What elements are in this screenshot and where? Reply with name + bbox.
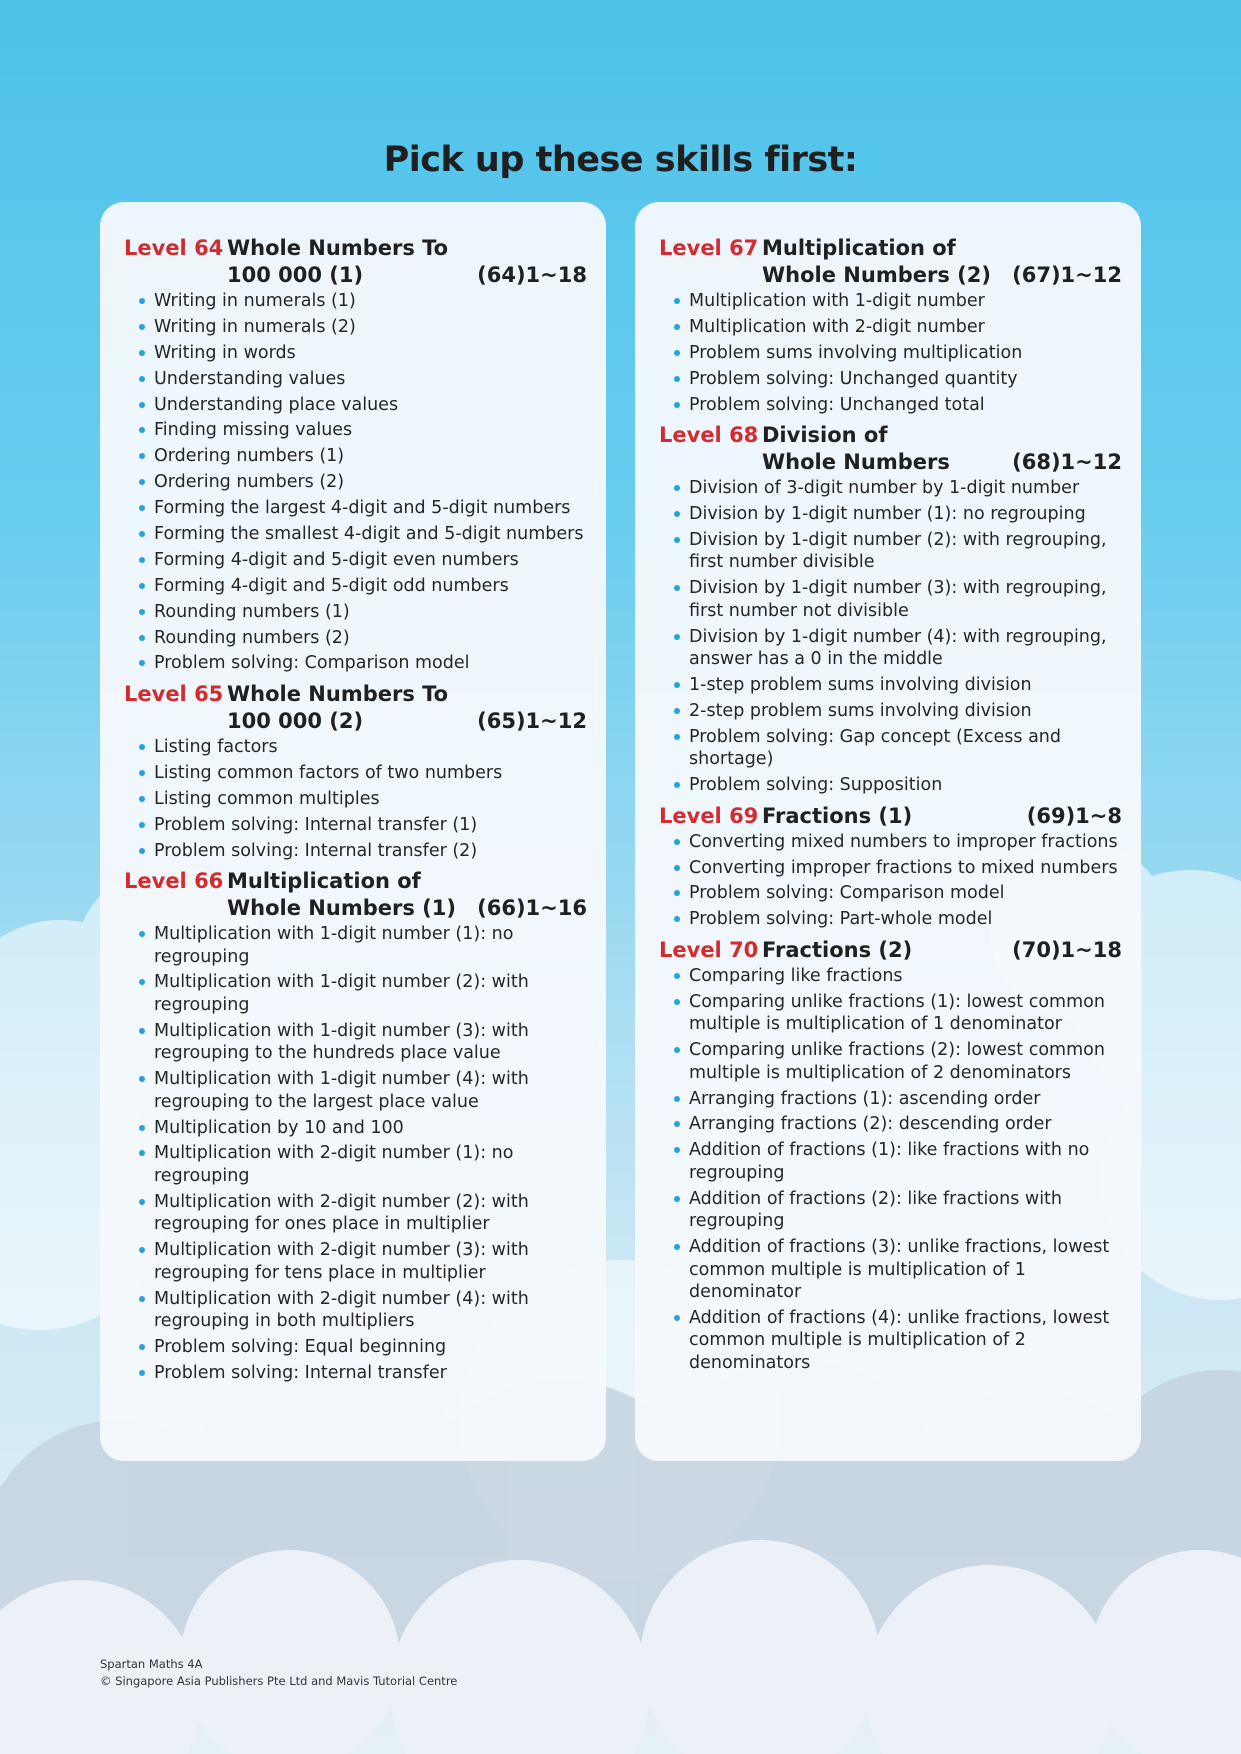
skill-item: Comparing unlike fractions (2): lowest common multiple is multiplication of 2 denominators (689, 1039, 1141, 1084)
skill-item: Finding missing values (154, 419, 606, 442)
level-block (659, 422, 1141, 797)
skill-item: Problem solving: Internal transfer (1) (154, 814, 606, 837)
level-heading (124, 681, 606, 735)
skill-item: Multiplication with 1-digit number (4): with regrouping to the largest place value (154, 1068, 606, 1113)
skill-item: Problem solving: Internal transfer (2) (154, 840, 606, 863)
skill-item: Problem solving: Comparison model (154, 652, 606, 675)
level-title-line (762, 803, 1122, 830)
level-title-text: Whole Numbers To (227, 236, 449, 260)
skill-item: Multiplication with 2-digit number (689, 316, 1141, 339)
level-title (762, 803, 1141, 830)
skill-item: Problem solving: Equal beginning (154, 1336, 606, 1359)
level-number: Level 66 (124, 869, 224, 894)
skill-item: Multiplication with 1-digit number (689, 290, 1141, 313)
level-title (227, 235, 606, 289)
skill-item: Converting improper fractions to mixed numbers (689, 857, 1141, 880)
level-title-text: Fractions (1) (762, 803, 913, 828)
level-page-range: (65)1~12 (477, 708, 587, 733)
footer (100, 1656, 457, 1690)
skill-list (124, 290, 606, 675)
skill-item: Problem solving: Comparison model (689, 882, 1141, 905)
skill-item: 1-step problem sums involving division (689, 674, 1141, 697)
level-number: Level 64 (124, 236, 224, 260)
skill-item: Listing common multiples (154, 788, 606, 811)
level-number: Level 70 (659, 937, 759, 962)
skill-list (659, 290, 1141, 416)
skill-item: Writing in numerals (2) (154, 316, 606, 339)
level-block (124, 235, 606, 675)
level-page-range: (64)1~18 (477, 263, 587, 287)
skill-item: 2-step problem sums involving division (689, 700, 1141, 723)
level-title-line (762, 449, 1122, 476)
level-heading (659, 235, 1141, 289)
skill-item: Forming the smallest 4-digit and 5-digit numbers (154, 523, 606, 546)
level-heading (659, 422, 1141, 476)
skill-item: Forming 4-digit and 5-digit even numbers (154, 549, 606, 572)
skill-item: Understanding place values (154, 394, 606, 417)
skill-item: Problem solving: Gap concept (Excess and shortage) (689, 726, 1141, 771)
skill-item: Division by 1-digit number (4): with regrouping, answer has a 0 in the middle (689, 626, 1141, 671)
skill-item: Problem solving: Unchanged quantity (689, 368, 1141, 391)
skill-item: Arranging fractions (2): descending order (689, 1113, 1141, 1136)
level-title (227, 868, 606, 922)
right-skills-panel (635, 202, 1141, 1461)
level-title-text: Whole Numbers (2) (762, 263, 991, 287)
level-block (124, 868, 606, 1384)
level-title-text: Multiplication of (762, 236, 956, 260)
skill-item: Forming the largest 4-digit and 5-digit numbers (154, 497, 606, 520)
level-title-text: 100 000 (1) (227, 263, 364, 287)
level-block (659, 235, 1141, 416)
footer-book-title: Spartan Maths 4A (100, 1657, 203, 1671)
skill-item: Comparing like fractions (689, 965, 1141, 988)
level-number: Level 65 (124, 681, 224, 706)
skill-item: Addition of fractions (2): like fractions with regrouping (689, 1188, 1141, 1233)
skill-item: Ordering numbers (2) (154, 471, 606, 494)
level-title (762, 422, 1141, 476)
skill-item: Problem solving: Supposition (689, 774, 1141, 797)
level-title-line (227, 895, 587, 922)
level-page-range: (68)1~12 (1012, 450, 1122, 475)
skill-item: Problem solving: Unchanged total (689, 394, 1141, 417)
skill-item: Writing in numerals (1) (154, 290, 606, 313)
level-title-text: Multiplication of (227, 869, 421, 894)
skill-item: Problem solving: Part-whole model (689, 908, 1141, 931)
level-page-range: (67)1~12 (1012, 263, 1122, 287)
level-title-line (227, 868, 587, 895)
level-heading (124, 868, 606, 922)
level-title-text: 100 000 (2) (227, 708, 364, 733)
skill-list (124, 736, 606, 862)
level-page-range: (70)1~18 (1012, 937, 1122, 962)
skill-item: Comparing unlike fractions (1): lowest common multiple is multiplication of 1 denominator (689, 991, 1141, 1036)
skill-item: Forming 4-digit and 5-digit odd numbers (154, 575, 606, 598)
level-page-range: (66)1~16 (477, 896, 587, 921)
skill-list (659, 831, 1141, 931)
level-title-line (762, 422, 1122, 449)
skill-list (659, 477, 1141, 797)
level-heading (659, 937, 1141, 964)
skill-item: Multiplication with 2-digit number (1): no regrouping (154, 1142, 606, 1187)
level-title-text: Whole Numbers To (227, 681, 449, 706)
skill-item: Division by 1-digit number (1): no regrouping (689, 503, 1141, 526)
level-title-line (762, 937, 1122, 964)
skill-item: Rounding numbers (1) (154, 601, 606, 624)
level-number: Level 67 (659, 236, 759, 260)
skill-list (659, 965, 1141, 1375)
skill-item: Division by 1-digit number (3): with regrouping, first number not divisible (689, 577, 1141, 622)
level-title-line (227, 708, 587, 735)
skill-item: Rounding numbers (2) (154, 627, 606, 650)
skill-item: Multiplication with 2-digit number (4): with regrouping in both multipliers (154, 1288, 606, 1333)
skill-item: Multiplication with 1-digit number (1): no regrouping (154, 923, 606, 968)
level-title-text: Whole Numbers (762, 450, 950, 475)
skill-item: Converting mixed numbers to improper fractions (689, 831, 1141, 854)
skill-item: Multiplication with 1-digit number (3): with regrouping to the hundreds place value (154, 1020, 606, 1065)
skill-list (124, 923, 606, 1384)
level-block (659, 937, 1141, 1375)
level-title-text: Division of (762, 423, 888, 448)
level-title (227, 681, 606, 735)
skill-item: Addition of fractions (4): unlike fractions, lowest common multiple is multiplication of 2 denominators (689, 1307, 1141, 1375)
level-block (124, 681, 606, 862)
level-number: Level 69 (659, 803, 759, 828)
skill-item: Ordering numbers (1) (154, 445, 606, 468)
skill-item: Problem solving: Internal transfer (154, 1362, 606, 1385)
skill-item: Addition of fractions (1): like fractions with no regrouping (689, 1139, 1141, 1184)
level-block (659, 803, 1141, 931)
page-title: Pick up these skills first: (383, 140, 858, 180)
skill-item: Division of 3-digit number by 1-digit number (689, 477, 1141, 500)
level-number: Level 68 (659, 423, 759, 448)
skill-item: Arranging fractions (1): ascending order (689, 1088, 1141, 1111)
level-title-text: Fractions (2) (762, 937, 913, 962)
level-title-line (227, 681, 587, 708)
skill-item: Addition of fractions (3): unlike fractions, lowest common multiple is multiplication of 1 denominator (689, 1236, 1141, 1304)
level-title-text: Whole Numbers (1) (227, 896, 456, 921)
footer-copyright: © Singapore Asia Publishers Pte Ltd and Mavis Tutorial Centre (100, 1674, 458, 1688)
level-title-line (762, 235, 1122, 262)
level-title-line (762, 262, 1122, 289)
skill-item: Listing common factors of two numbers (154, 762, 606, 785)
skill-item: Listing factors (154, 736, 606, 759)
level-heading (659, 803, 1141, 830)
left-skills-panel (100, 202, 606, 1461)
level-title (762, 937, 1141, 964)
level-page-range: (69)1~8 (1026, 803, 1122, 828)
skill-item: Division by 1-digit number (2): with regrouping, first number divisible (689, 529, 1141, 574)
skill-item: Multiplication with 2-digit number (2): with regrouping for ones place in multiplier (154, 1191, 606, 1236)
level-title (762, 235, 1141, 289)
level-heading (124, 235, 606, 289)
skill-item: Multiplication with 1-digit number (2): with regrouping (154, 971, 606, 1016)
level-title-line (227, 262, 587, 289)
skill-item: Multiplication by 10 and 100 (154, 1117, 606, 1140)
level-title-line (227, 235, 587, 262)
skill-item: Writing in words (154, 342, 606, 365)
skill-item: Understanding values (154, 368, 606, 391)
skill-item: Problem sums involving multiplication (689, 342, 1141, 365)
skill-item: Multiplication with 2-digit number (3): with regrouping for tens place in multiplier (154, 1239, 606, 1284)
